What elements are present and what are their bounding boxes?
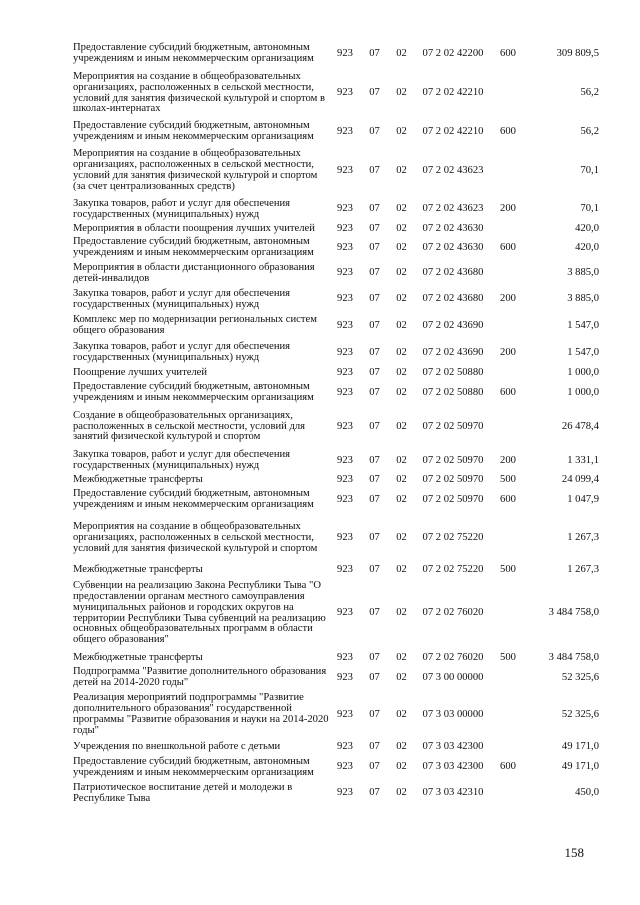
row-subsection: 02 xyxy=(396,740,407,752)
row-expense-type: 600 xyxy=(500,47,516,59)
row-section: 07 xyxy=(369,420,380,432)
row-name: Предоставление субсидий бюджетным, автономным учреждениям и иным некоммерческим организациям xyxy=(73,755,314,778)
row-target-article: 07 3 03 42310 xyxy=(422,787,484,799)
table-row xyxy=(73,448,599,474)
row-target-article: 07 2 02 50970 xyxy=(422,420,484,432)
table-row xyxy=(73,340,599,366)
row-name: Предоставление субсидий бюджетным, автономным учреждениям и иным некоммерческим организациям xyxy=(73,42,314,64)
table-row xyxy=(73,236,599,260)
row-grbs: 923 xyxy=(337,203,353,215)
row-grbs: 923 xyxy=(337,125,353,137)
row-target-article: 07 2 02 43680 xyxy=(422,267,484,279)
table-row xyxy=(73,119,599,145)
row-target-article: 07 2 02 75220 xyxy=(422,563,484,575)
row-amount: 420,0 xyxy=(575,241,599,253)
row-name: Закупка товаров, работ и услуг для обеспечения государственных (муниципальных) нужд xyxy=(73,449,291,471)
row-name: Учреждения по внешкольной работе с детьми xyxy=(73,740,281,752)
row-grbs: 923 xyxy=(337,532,353,544)
row-amount: 309 809,5 xyxy=(556,47,599,59)
row-target-article: 07 3 03 42300 xyxy=(422,740,484,752)
row-target-article: 07 2 02 42210 xyxy=(422,125,484,137)
row-amount: 49 171,0 xyxy=(561,761,599,773)
row-name: Подпрограмма "Развитие дополнительного образования детей на 2014-2020 годы" xyxy=(73,666,327,688)
row-expense-type xyxy=(493,406,523,448)
row-subsection: 02 xyxy=(396,203,407,215)
row-subsection: 02 xyxy=(396,420,407,432)
row-grbs: 923 xyxy=(337,474,353,486)
row-section: 07 xyxy=(369,241,380,253)
row-target-article: 07 2 02 43690 xyxy=(422,346,484,358)
row-subsection: 02 xyxy=(396,293,407,305)
row-amount: 1 047,9 xyxy=(567,493,599,505)
row-expense-type xyxy=(493,780,523,807)
row-grbs: 923 xyxy=(337,47,353,59)
row-expense-type: 500 xyxy=(500,651,516,663)
row-amount: 70,1 xyxy=(580,164,599,176)
row-section: 07 xyxy=(369,222,380,234)
row-subsection: 02 xyxy=(396,532,407,544)
row-target-article: 07 2 02 50970 xyxy=(422,474,484,486)
row-name: Предоставление субсидий бюджетным, автономным учреждениям и иным некоммерческим организациям xyxy=(73,381,314,403)
row-amount: 56,2 xyxy=(580,87,599,99)
row-amount: 1 267,3 xyxy=(567,532,599,544)
row-name: Реализация мероприятий подпрограммы "Развитие дополнительного образования" государственной программы "Развитие образования и науки на 2014-2020 годы" xyxy=(73,692,329,736)
row-expense-type xyxy=(493,312,523,340)
row-subsection: 02 xyxy=(396,671,407,683)
table-row xyxy=(73,145,599,197)
row-section: 07 xyxy=(369,671,380,683)
row-grbs: 923 xyxy=(337,241,353,253)
row-target-article: 07 2 02 43680 xyxy=(422,293,484,305)
row-name: Межбюджетные трансферты xyxy=(73,474,203,486)
row-target-article: 07 2 02 50880 xyxy=(422,366,484,378)
row-amount: 52 325,6 xyxy=(561,671,599,683)
row-grbs: 923 xyxy=(337,319,353,331)
budget-table xyxy=(73,40,599,807)
row-subsection: 02 xyxy=(396,708,407,720)
row-amount: 1 000,0 xyxy=(567,386,599,398)
row-grbs: 923 xyxy=(337,563,353,575)
row-name: Мероприятия на создание в общеобразовательных организациях, расположенных в сельской местности, условий для занятия физической культурой и спортом в школах-интернатах xyxy=(73,70,325,115)
row-target-article: 07 2 02 43630 xyxy=(422,222,484,234)
row-subsection: 02 xyxy=(396,563,407,575)
row-expense-type: 200 xyxy=(500,454,516,466)
row-name: Мероприятия на создание в общеобразовательных организациях, расположенных в сельской местности, условий для занятия физической культурой и спортом (за счет централизованных средств) xyxy=(73,148,318,192)
row-amount: 1 000,0 xyxy=(567,366,599,378)
row-amount: 1 547,0 xyxy=(567,346,599,358)
row-section: 07 xyxy=(369,607,380,619)
row-amount: 70,1 xyxy=(580,203,599,215)
row-target-article: 07 2 02 42200 xyxy=(422,47,484,59)
row-target-article: 07 2 02 43630 xyxy=(422,241,484,253)
row-target-article: 07 2 02 76020 xyxy=(422,607,484,619)
table-row xyxy=(73,406,599,448)
row-section: 07 xyxy=(369,386,380,398)
table-row xyxy=(73,739,599,755)
row-amount: 1 267,3 xyxy=(567,563,599,575)
row-subsection: 02 xyxy=(396,319,407,331)
row-amount: 450,0 xyxy=(575,787,599,799)
row-expense-type xyxy=(493,665,523,691)
table-row xyxy=(73,651,599,665)
row-subsection: 02 xyxy=(396,493,407,505)
row-subsection: 02 xyxy=(396,761,407,773)
row-name: Закупка товаров, работ и услуг для обеспечения государственных (муниципальных) нужд xyxy=(73,341,291,363)
row-expense-type xyxy=(493,513,523,564)
row-amount: 49 171,0 xyxy=(561,740,599,752)
row-target-article: 07 2 02 43623 xyxy=(422,203,484,215)
row-section: 07 xyxy=(369,366,380,378)
row-subsection: 02 xyxy=(396,607,407,619)
row-amount: 3 885,0 xyxy=(567,293,599,305)
row-expense-type xyxy=(493,68,523,119)
row-section: 07 xyxy=(369,125,380,137)
row-name: Закупка товаров, работ и услуг для обеспечения государственных (муниципальных) нужд xyxy=(73,197,291,220)
row-section: 07 xyxy=(369,532,380,544)
row-target-article: 07 2 02 43690 xyxy=(422,319,484,331)
row-name: Создание в общеобразовательных организациях, расположенных в сельской местности, условий для занятий физической культурой и спортом xyxy=(73,409,306,443)
row-section: 07 xyxy=(369,293,380,305)
row-target-article: 07 2 02 50880 xyxy=(422,386,484,398)
row-name: Мероприятия на создание в общеобразовательных организациях, расположенных в сельской местности, условий для занятия физической культурой и спортом xyxy=(73,521,318,554)
row-section: 07 xyxy=(369,454,380,466)
table-row xyxy=(73,312,599,340)
row-subsection: 02 xyxy=(396,366,407,378)
row-grbs: 923 xyxy=(337,386,353,398)
row-subsection: 02 xyxy=(396,267,407,279)
row-section: 07 xyxy=(369,563,380,575)
row-grbs: 923 xyxy=(337,740,353,752)
row-grbs: 923 xyxy=(337,454,353,466)
row-expense-type xyxy=(493,145,523,197)
row-grbs: 923 xyxy=(337,761,353,773)
row-section: 07 xyxy=(369,761,380,773)
table-row xyxy=(73,513,599,564)
row-grbs: 923 xyxy=(337,366,353,378)
row-amount: 1 331,1 xyxy=(567,454,599,466)
row-expense-type xyxy=(493,260,523,287)
row-expense-type: 600 xyxy=(500,386,516,398)
row-subsection: 02 xyxy=(396,125,407,137)
row-name: Патриотическое воспитание детей и молодежи в Республике Тыва xyxy=(73,781,293,804)
row-subsection: 02 xyxy=(396,454,407,466)
row-subsection: 02 xyxy=(396,474,407,486)
row-amount: 3 484 758,0 xyxy=(548,651,599,663)
row-section: 07 xyxy=(369,346,380,358)
row-expense-type: 600 xyxy=(500,241,516,253)
row-subsection: 02 xyxy=(396,222,407,234)
row-amount: 1 547,0 xyxy=(567,319,599,331)
row-section: 07 xyxy=(369,708,380,720)
row-grbs: 923 xyxy=(337,87,353,99)
row-name: Мероприятия в области поощрения лучших учителей xyxy=(73,222,315,234)
page-number: 158 xyxy=(564,845,584,860)
row-subsection: 02 xyxy=(396,386,407,398)
table-row xyxy=(73,380,599,406)
table-row xyxy=(73,691,599,739)
row-target-article: 07 2 02 50970 xyxy=(422,493,484,505)
row-grbs: 923 xyxy=(337,346,353,358)
row-expense-type: 200 xyxy=(500,203,516,215)
table-row xyxy=(73,68,599,119)
row-target-article: 07 2 02 75220 xyxy=(422,532,484,544)
row-section: 07 xyxy=(369,651,380,663)
row-target-article: 07 2 02 50970 xyxy=(422,454,484,466)
row-section: 07 xyxy=(369,267,380,279)
row-section: 07 xyxy=(369,47,380,59)
row-expense-type xyxy=(493,222,523,236)
row-expense-type: 500 xyxy=(500,474,516,486)
row-grbs: 923 xyxy=(337,607,353,619)
row-amount: 24 099,4 xyxy=(561,474,599,486)
table-row xyxy=(73,197,599,222)
table-row xyxy=(73,260,599,287)
row-section: 07 xyxy=(369,87,380,99)
row-section: 07 xyxy=(369,203,380,215)
row-expense-type xyxy=(493,366,523,380)
row-grbs: 923 xyxy=(337,787,353,799)
row-expense-type: 500 xyxy=(500,563,516,575)
row-subsection: 02 xyxy=(396,346,407,358)
row-expense-type: 200 xyxy=(500,293,516,305)
row-expense-type: 600 xyxy=(500,761,516,773)
row-target-article: 07 2 02 42210 xyxy=(422,87,484,99)
budget-table-body xyxy=(73,40,599,807)
row-name: Закупка товаров, работ и услуг для обеспечения государственных (муниципальных) нужд xyxy=(73,287,291,310)
row-subsection: 02 xyxy=(396,651,407,663)
row-section: 07 xyxy=(369,493,380,505)
table-row xyxy=(73,755,599,780)
row-grbs: 923 xyxy=(337,420,353,432)
table-row xyxy=(73,487,599,513)
table-row xyxy=(73,474,599,487)
row-target-article: 07 2 02 43623 xyxy=(422,164,484,176)
row-subsection: 02 xyxy=(396,164,407,176)
row-grbs: 923 xyxy=(337,708,353,720)
table-row xyxy=(73,287,599,312)
row-grbs: 923 xyxy=(337,164,353,176)
row-expense-type: 600 xyxy=(500,493,516,505)
row-name: Предоставление субсидий бюджетным, автономным учреждениям и иным некоммерческим организациям xyxy=(73,488,314,510)
row-grbs: 923 xyxy=(337,293,353,305)
table-row xyxy=(73,366,599,380)
row-subsection: 02 xyxy=(396,241,407,253)
row-name: Комплекс мер по модернизации региональных систем общего образования xyxy=(73,314,317,336)
table-row xyxy=(73,222,599,236)
row-subsection: 02 xyxy=(396,87,407,99)
row-amount: 52 325,6 xyxy=(561,708,599,720)
row-expense-type xyxy=(493,576,523,651)
row-expense-type: 600 xyxy=(500,125,516,137)
row-subsection: 02 xyxy=(396,787,407,799)
row-target-article: 07 3 00 00000 xyxy=(422,671,484,683)
row-section: 07 xyxy=(369,164,380,176)
row-name: Межбюджетные трансферты xyxy=(73,563,203,575)
row-target-article: 07 3 03 00000 xyxy=(422,708,484,720)
row-grbs: 923 xyxy=(337,671,353,683)
row-amount: 420,0 xyxy=(575,222,599,234)
table-row xyxy=(73,40,599,68)
row-grbs: 923 xyxy=(337,267,353,279)
row-expense-type xyxy=(493,691,523,739)
table-row xyxy=(73,576,599,651)
row-name: Субвенции на реализацию Закона Республики Тыва "О предоставлении органам местного самоуправления муниципальных районов и городских округов на территории Республики Тыва субвенций на реализацию основных общеобразовательных программ в области общего образования" xyxy=(73,580,326,646)
row-expense-type xyxy=(493,739,523,755)
row-name: Межбюджетные трансферты xyxy=(73,651,203,663)
row-grbs: 923 xyxy=(337,222,353,234)
row-amount: 56,2 xyxy=(580,125,599,137)
table-row xyxy=(73,780,599,807)
row-section: 07 xyxy=(369,740,380,752)
row-section: 07 xyxy=(369,474,380,486)
row-expense-type: 200 xyxy=(500,346,516,358)
row-grbs: 923 xyxy=(337,651,353,663)
row-name: Предоставление субсидий бюджетным, автономным учреждениям и иным некоммерческим организациям xyxy=(73,120,314,142)
row-section: 07 xyxy=(369,787,380,799)
row-name: Поощрение лучших учителей xyxy=(73,366,208,378)
row-amount: 3 484 758,0 xyxy=(548,607,599,619)
row-amount: 3 885,0 xyxy=(567,267,599,279)
table-row xyxy=(73,564,599,576)
row-name: Предоставление субсидий бюджетным, автономным учреждениям и иным некоммерческим организациям xyxy=(73,236,314,258)
row-name: Мероприятия в области дистанционного образования детей-инвалидов xyxy=(73,261,315,284)
row-grbs: 923 xyxy=(337,493,353,505)
row-subsection: 02 xyxy=(396,47,407,59)
row-target-article: 07 3 03 42300 xyxy=(422,761,484,773)
row-amount: 26 478,4 xyxy=(561,420,599,432)
table-row xyxy=(73,665,599,691)
row-section: 07 xyxy=(369,319,380,331)
row-target-article: 07 2 02 76020 xyxy=(422,651,484,663)
